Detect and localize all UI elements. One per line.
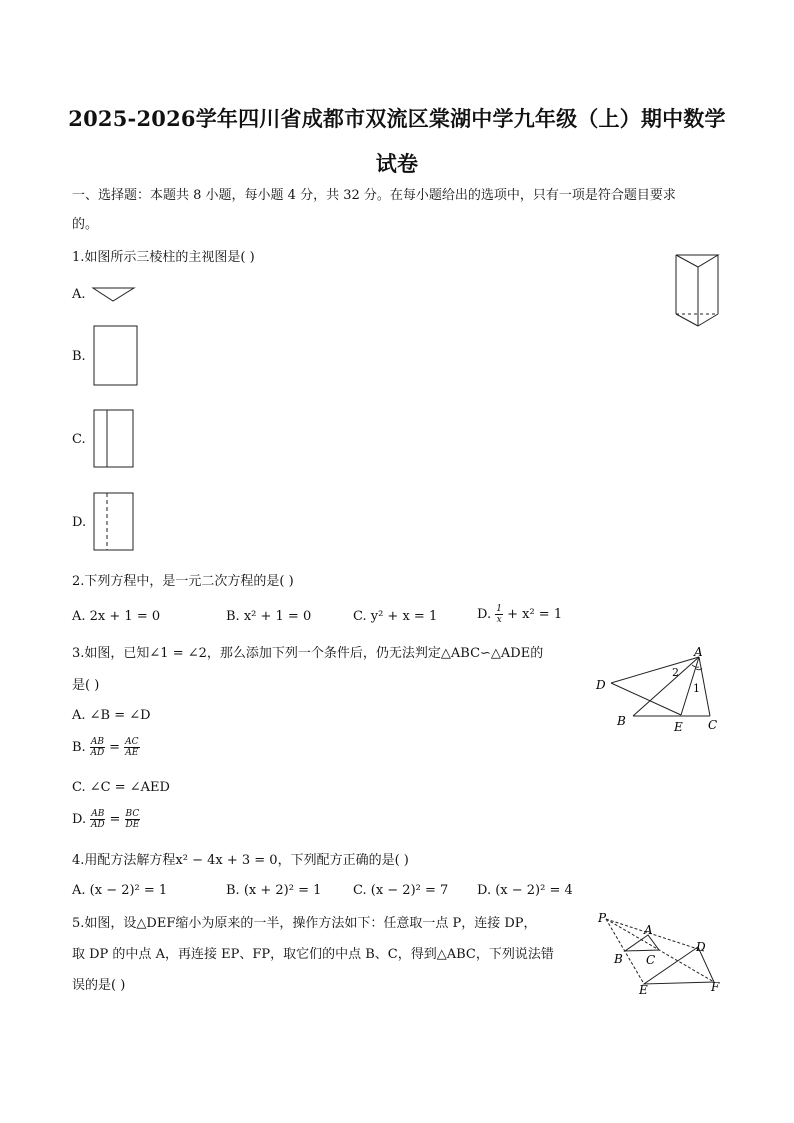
q1-prism-figure (670, 250, 726, 330)
q1-option-a-label: A. (72, 287, 86, 302)
fraction-numerator: AB (91, 809, 105, 819)
q2-stem: 2.下列方程中，是一元二次方程的是( ) (72, 574, 294, 589)
q3-option-b-fraction-1 (90, 737, 105, 758)
fraction-denominator: AE (125, 748, 139, 758)
equals-sign: = (109, 812, 121, 827)
q5-label-f: F (711, 980, 720, 994)
q4-stem: 4.用配方法解方程x² − 4x + 3 = 0，下列配方正确的是( ) (72, 853, 409, 868)
q3-option-b-fraction-2 (124, 737, 139, 758)
q2-option-b: B. x² + 1 = 0 (226, 609, 312, 624)
q2-option-d (477, 604, 562, 625)
q4-option-c: C. (x − 2)² = 7 (353, 883, 449, 898)
q3-stem-line1: 3.如图，已知∠1 = ∠2，那么添加下列一个条件后，仍无法判定△ABC∽△ADE的 (72, 646, 544, 661)
fraction-denominator: AD (90, 748, 105, 758)
q5-label-b: B (614, 952, 623, 966)
q4-option-b: B. (x + 2)² = 1 (226, 883, 322, 898)
q3-option-d (72, 809, 140, 830)
q3-option-a: A. ∠B = ∠D (72, 708, 151, 723)
q3-triangle-figure (592, 645, 722, 735)
q4-option-d: D. (x − 2)² = 4 (477, 883, 573, 898)
q3-option-d-fraction-1 (90, 809, 105, 830)
q2-option-d-fraction (495, 604, 503, 625)
q1-stem: 1.如图所示三棱柱的主视图是( ) (72, 250, 255, 265)
q2-option-c: C. y² + x = 1 (353, 609, 438, 624)
q3-label-angle1: 1 (693, 682, 700, 695)
q1-option-d-label: D. (72, 515, 87, 530)
fraction-numerator: BC (125, 809, 140, 819)
q2-option-a: A. 2x + 1 = 0 (72, 609, 161, 624)
q3-option-c: C. ∠C = ∠AED (72, 780, 170, 795)
q1-option-c-label: C. (72, 432, 86, 447)
q5-dilation-figure (594, 910, 724, 1000)
q2-option-d-label: D. (477, 607, 492, 622)
section1-heading-line2: 的。 (72, 217, 99, 232)
q5-label-p: P (598, 911, 607, 925)
fraction-numerator: AB (90, 737, 104, 747)
q3-label-a: A (694, 645, 703, 659)
q3-label-b: B (617, 714, 626, 728)
fraction-denominator: AD (90, 820, 105, 830)
q4-option-a: A. (x − 2)² = 1 (72, 883, 168, 898)
q5-label-d: D (696, 940, 706, 954)
fraction-denominator: DE (125, 820, 140, 830)
fraction-numerator: 1 (496, 604, 502, 614)
q1-option-a-figure (92, 287, 136, 303)
exam-title-line1: 2025-2026学年四川省成都市双流区棠湖中学九年级（上）期中数学 (68, 106, 726, 131)
q5-label-c: C (646, 953, 656, 967)
q3-option-b (72, 737, 140, 758)
q3-option-d-fraction-2 (125, 809, 141, 830)
q3-option-b-label: B. (72, 740, 86, 755)
fraction-numerator: AC (125, 737, 139, 747)
q5-label-e: E (639, 983, 648, 997)
q5-stem-line3: 误的是( ) (72, 978, 126, 993)
q5-stem-line2: 取 DP 的中点 A，再连接 EP、FP，取它们的中点 B、C，得到△ABC，下列说法错 (72, 947, 554, 962)
q3-stem-line2: 是( ) (72, 678, 100, 693)
fraction-denominator: x (496, 615, 502, 625)
q3-label-e: E (674, 720, 683, 734)
exam-title-line2: 试卷 (375, 151, 419, 176)
q3-label-d: D (596, 678, 606, 692)
q3-label-c: C (708, 718, 718, 732)
q1-option-c-figure (93, 409, 135, 469)
q3-label-angle2: 2 (672, 666, 679, 679)
q3-option-d-label: D. (72, 812, 87, 827)
q1-option-d-figure (93, 492, 135, 552)
section1-heading-line1: 一、选择题：本题共 8 小题，每小题 4 分，共 32 分。在每小题给出的选项中，只有一项是符合题目要求 (72, 188, 676, 203)
q5-stem-line1: 5.如图，设△DEF缩小为原来的一半，操作方法如下：任意取一点 P，连接 DP， (72, 916, 537, 931)
q1-option-b-label: B. (72, 349, 86, 364)
equals-sign: = (109, 740, 120, 755)
q1-option-b-figure (93, 325, 139, 387)
q5-label-a: A (644, 923, 653, 937)
q2-option-d-rest: + x² = 1 (507, 607, 563, 622)
